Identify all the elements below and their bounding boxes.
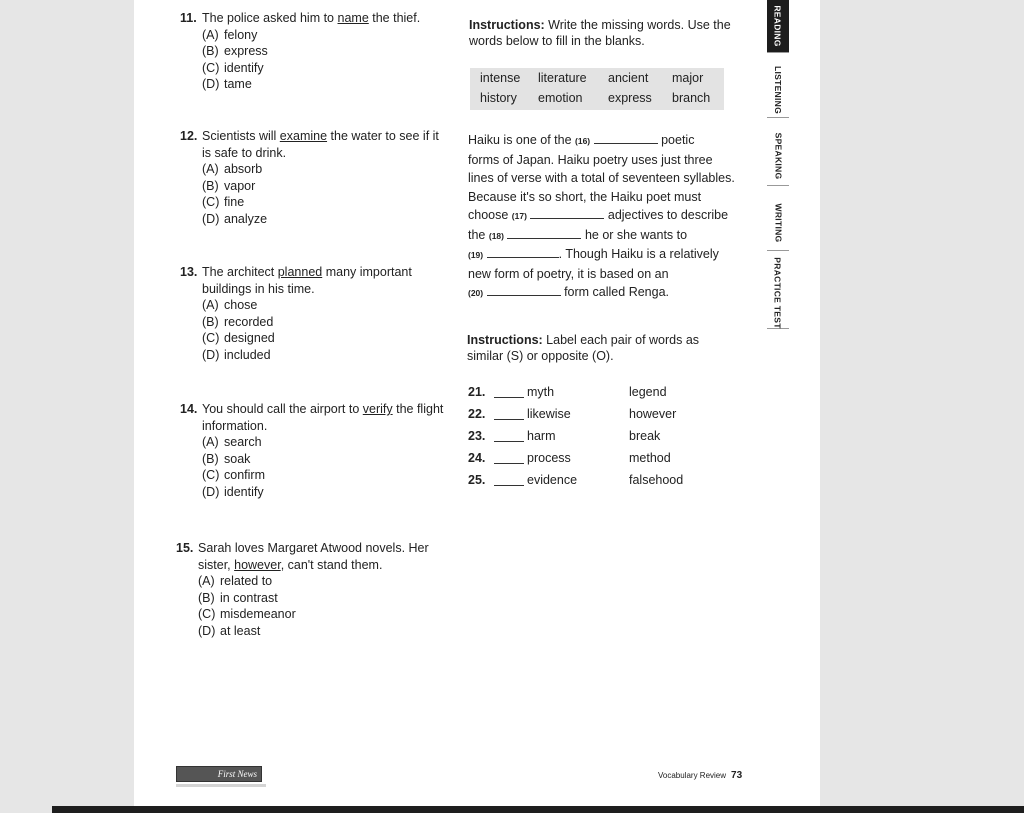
word-bank-item: major: [672, 71, 704, 85]
answer-blank: [494, 463, 524, 464]
target-word: verify: [362, 402, 393, 416]
answer-choice: (C) designed: [202, 331, 275, 345]
word-bank-item: branch: [672, 91, 711, 105]
pair-row: 24. process method: [468, 451, 671, 465]
pair-row: 22. likewise however: [468, 407, 677, 421]
question-14: [180, 401, 447, 500]
answer-choice: (A) felony: [202, 27, 258, 42]
answer-blank: [494, 485, 524, 486]
tab-practice-test: PRACTICE TEST: [767, 258, 789, 329]
blank-18: [507, 227, 581, 239]
answer-choice: (B) recorded: [202, 314, 274, 329]
word-bank: [470, 68, 724, 110]
answer-choice: (B) in contrast: [198, 590, 278, 605]
publisher-logo: First News: [176, 766, 262, 782]
answer-choice: (D) included: [202, 347, 271, 362]
blank-number: (19): [468, 250, 484, 260]
bottom-bar: [52, 806, 1024, 813]
question-stem: Sarah loves Margaret Atwood novels. Her sister, however, can't stand them.: [198, 541, 429, 572]
question-number: 12.: [180, 129, 198, 143]
question-stem: You should call the airport to verify the flight information.: [202, 402, 444, 433]
word-bank-item: express: [608, 91, 652, 105]
answer-choice: (D) at least: [198, 623, 261, 638]
tab-writing: WRITING: [767, 195, 789, 251]
answer-choice: (A) search: [202, 435, 262, 449]
pair-row: 25. evidence falsehood: [468, 473, 684, 487]
tab-reading: READING: [767, 0, 789, 53]
pair-row: 21. myth legend: [468, 385, 667, 399]
answer-blank: [494, 397, 524, 398]
question-stem: Scientists will examine the water to see if it is safe to drink.: [202, 129, 439, 160]
blank-number: (17): [511, 211, 527, 221]
blank-19: [487, 246, 559, 258]
question-number: 11.: [180, 11, 197, 25]
answer-choice: (D) tame: [202, 77, 252, 91]
fill-in-instructions: Instructions: Write the missing words. Use the words below to fill in the blanks.: [469, 18, 731, 48]
pair-row: 23. harm break: [468, 429, 661, 443]
question-12: [180, 128, 447, 227]
answer-choice: (A) chose: [202, 298, 258, 312]
answer-choice: (D) analyze: [202, 211, 268, 226]
footer-section: Vocabulary Review: [658, 771, 727, 780]
word-bank-item: literature: [538, 71, 587, 85]
question-stem: The police asked him to name the thief.: [202, 11, 421, 25]
blank-number: (20): [468, 288, 484, 298]
section-tabs: [767, 0, 789, 328]
tab-listening: LISTENING: [767, 62, 789, 118]
answer-choice: (C) misdemeanor: [198, 607, 296, 621]
haiku-passage: Haiku is one of the (16) poetic forms of Japan. Haiku poetry uses just three lines of verse with a total of seventeen syllables. Because it's so short, the Haiku poet must choose (17) adjectives to describe the (18) he or she wants to (19) . Though Haiku is a relatively new form of poetry, it is based on an (20) form called Renga.: [468, 133, 735, 299]
question-number: 14.: [180, 402, 198, 416]
question-stem: The architect planned many important buildings in his time.: [202, 265, 412, 296]
answer-blank: [494, 419, 524, 420]
answer-blank: [494, 441, 524, 442]
answer-choice: (C) identify: [202, 60, 264, 75]
word-bank-item: emotion: [538, 91, 583, 105]
blank-16: [594, 132, 658, 144]
question-11: [180, 10, 447, 93]
workbook-page: [134, 0, 820, 806]
word-bank-item: intense: [480, 71, 521, 85]
answer-choice: (C) fine: [202, 195, 245, 209]
blank-number: (16): [575, 136, 591, 146]
target-word: name: [337, 11, 369, 25]
logo-tagline: [176, 784, 266, 787]
target-word: however: [234, 557, 281, 572]
question-13: [180, 264, 447, 363]
answer-choice: (A) related to: [198, 574, 273, 588]
tab-speaking: SPEAKING: [767, 127, 789, 186]
answer-choice: (B) vapor: [202, 178, 256, 193]
word-bank-item: ancient: [608, 71, 649, 85]
target-word: planned: [277, 265, 323, 279]
question-15: [176, 540, 443, 639]
answer-choice: (C) confirm: [202, 468, 265, 482]
answer-choice: (A) absorb: [202, 162, 263, 176]
answer-choice: (D) identify: [202, 484, 264, 499]
target-word: examine: [279, 129, 328, 143]
page-number: 73: [731, 770, 743, 781]
question-number: 13.: [180, 265, 198, 279]
question-number: 15.: [176, 541, 194, 555]
blank-number: (18): [488, 230, 504, 241]
answer-choice: (B) express: [202, 44, 268, 58]
page-footer: [658, 770, 742, 781]
pairs-instructions: Instructions: Label each pair of words as similar (S) or opposite (O).: [467, 333, 700, 363]
word-bank-item: history: [480, 91, 517, 105]
answer-choice: (B) soak: [202, 451, 251, 466]
blank-17: [530, 207, 604, 219]
blank-20: [487, 284, 561, 296]
